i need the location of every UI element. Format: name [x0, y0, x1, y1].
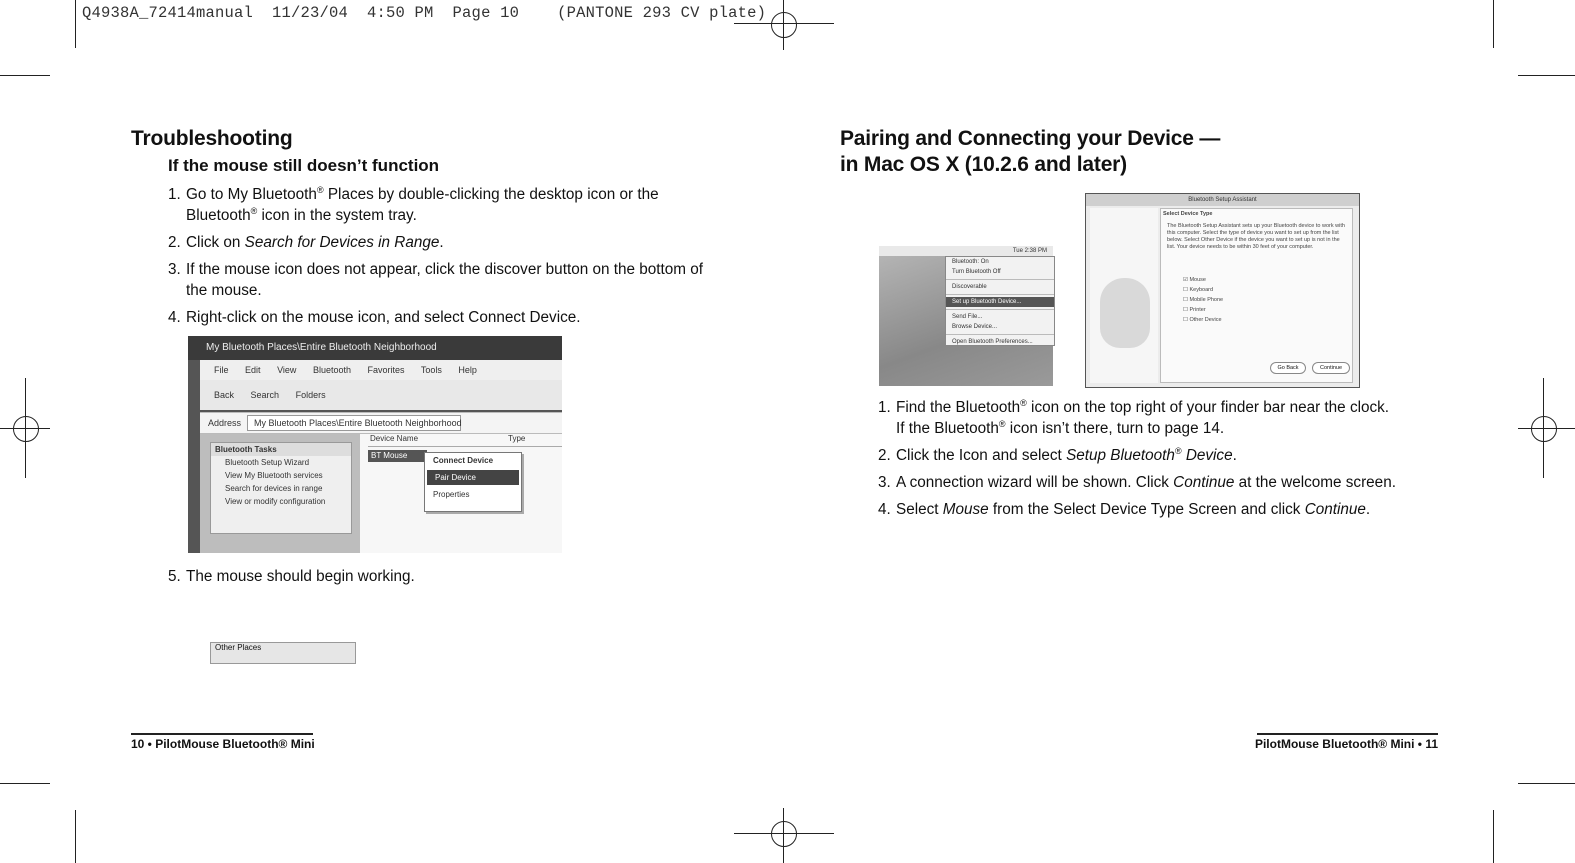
task-item: View My Bluetooth services — [225, 471, 323, 480]
pair-device-item: Pair Device — [427, 470, 519, 485]
step-emphasis: Device — [1181, 447, 1233, 464]
step-text: Right-click on the mouse icon, and select Connect Device. — [186, 309, 581, 326]
bt-discoverable-item: Discoverable — [952, 284, 987, 290]
crop-mark — [0, 783, 50, 784]
mac-menu-bar — [879, 246, 1053, 256]
bt-preferences-item: Open Bluetooth Preferences... — [952, 339, 1033, 345]
menu-file: File — [214, 365, 229, 375]
step-text: Click the Icon and select — [896, 447, 1067, 464]
step-emphasis: Setup Bluetooth — [1066, 447, 1175, 464]
troubleshooting-subheading: If the mouse still doesn’t function — [168, 156, 440, 175]
right-footer-text: PilotMouse Bluetooth® Mini • 11 — [1254, 737, 1438, 751]
step-emphasis: Mouse — [942, 501, 989, 518]
bt-turn-off-item: Turn Bluetooth Off — [952, 269, 1001, 275]
menu-edit: Edit — [245, 365, 261, 375]
other-places-box: Other Places — [210, 642, 356, 664]
bluetooth-dropdown — [945, 256, 1055, 346]
step-text: Go to My Bluetooth — [186, 186, 317, 203]
crop-mark — [1518, 783, 1575, 784]
step-text: . — [1232, 447, 1237, 464]
option-printer: Printer — [1189, 307, 1206, 313]
printer-slug: Q4938A_72414manual 11/23/04 4:50 PM Page 10 (PANTONE 293 CV plate) — [82, 4, 767, 22]
step-number: 4. — [168, 309, 181, 326]
step-text: Bluetooth — [186, 207, 251, 224]
step-text: icon isn’t there, turn to page 14. — [1005, 420, 1225, 437]
registered-mark: ® — [316, 184, 324, 195]
assistant-sidebar — [1090, 208, 1158, 383]
mac-bluetooth-menu-screenshot — [879, 246, 1053, 386]
step-text: The mouse should begin working. — [186, 568, 415, 585]
step-number: 2. — [168, 234, 181, 251]
bt-mouse-device: BT Mouse — [368, 450, 427, 462]
registration-mark-top — [734, 0, 834, 50]
step-number: 2. — [878, 447, 891, 464]
registered-mark: ® — [1020, 397, 1027, 408]
device-list-pane — [360, 434, 562, 553]
back-button: Back — [214, 390, 235, 400]
step-text: A connection wizard will be shown. Click — [896, 474, 1174, 491]
select-device-type-heading: Select Device Type — [1163, 211, 1213, 217]
step-text: . — [439, 234, 444, 251]
mac-clock: Tue 2:38 PM — [1012, 248, 1047, 254]
crop-mark — [1518, 75, 1575, 76]
bt-setup-device-item: Set up Bluetooth Device... — [946, 297, 1054, 307]
crop-mark — [1493, 810, 1494, 863]
address-bar — [200, 412, 562, 434]
step-text: If the mouse icon does not appear, click the discover button on the bottom of — [186, 261, 704, 278]
option-other-device: Other Device — [1189, 317, 1222, 323]
step-number: 1. — [168, 186, 181, 203]
connect-device-item: Connect Device — [433, 456, 494, 465]
left-footer-text: 10 • PilotMouse Bluetooth® Mini — [131, 737, 315, 751]
registered-mark: ® — [1174, 445, 1182, 456]
option-mobile-phone: Mobile Phone — [1189, 297, 1224, 303]
option-keyboard: Keyboard — [1189, 287, 1214, 293]
bt-browse-device-item: Browse Device... — [952, 324, 998, 330]
step-number: 3. — [878, 474, 891, 491]
step-emphasis: Continue — [1304, 501, 1366, 518]
registration-mark-bottom — [734, 808, 834, 863]
step-text: Find the Bluetooth — [896, 399, 1021, 416]
menu-tools: Tools — [420, 365, 442, 375]
registration-mark-right — [1518, 378, 1575, 478]
task-item: Search for devices in range — [225, 484, 323, 493]
address-field: My Bluetooth Places\Entire Bluetooth Neighborhood — [247, 415, 461, 431]
bt-status-item: Bluetooth: On — [952, 259, 989, 265]
step-text: the mouse. — [186, 282, 262, 299]
pairing-heading-line1: Pairing and Connecting your Device — — [840, 127, 1221, 150]
menu-bluetooth: Bluetooth — [312, 365, 351, 375]
context-menu — [424, 452, 522, 512]
troubleshooting-heading: Troubleshooting — [131, 127, 293, 150]
step-text: Click on — [186, 234, 245, 251]
folders-button: Folders — [295, 390, 326, 400]
continue-button: Continue — [1312, 362, 1350, 374]
window-title: My Bluetooth Places\Entire Bluetooth Neighborhood — [188, 336, 562, 360]
step-number: 5. — [168, 568, 181, 585]
menu-favorites: Favorites — [367, 365, 405, 375]
option-mouse: Mouse — [1189, 277, 1206, 283]
properties-item: Properties — [433, 490, 470, 499]
bluetooth-logo-icon — [1100, 278, 1150, 348]
registration-mark-left — [0, 378, 50, 478]
pairing-heading-line2: in Mac OS X (10.2.6 and later) — [840, 153, 1127, 176]
toolbar — [200, 380, 562, 410]
menu-bar — [200, 360, 562, 380]
step-text: Select — [896, 501, 943, 518]
column-header — [368, 434, 562, 447]
pairing-heading — [840, 126, 1220, 178]
step-emphasis: Continue — [1173, 474, 1235, 491]
step-emphasis: Search for Devices in Range — [244, 234, 440, 251]
device-type-options: ☑ Mouse ☐ Keyboard ☐ Mobile Phone ☐ Printer ☐ Other Device — [1183, 277, 1224, 323]
step-text: Places by double-clicking the desktop icon or the — [323, 186, 659, 203]
column-device-name: Device Name — [370, 434, 419, 443]
bt-send-file-item: Send File... — [952, 314, 983, 320]
step-number: 1. — [878, 399, 891, 416]
step-text: icon on the top right of your finder bar near the clock. — [1026, 399, 1390, 416]
bluetooth-tasks-box — [210, 442, 352, 534]
column-type: Type — [508, 434, 526, 443]
step-text: If the Bluetooth — [896, 420, 999, 437]
crop-mark — [1493, 0, 1494, 48]
crop-mark — [0, 75, 50, 76]
step-text: from the Select Device Type Screen and click — [988, 501, 1305, 518]
step-text: at the welcome screen. — [1234, 474, 1396, 491]
crop-mark — [75, 810, 76, 863]
go-back-button: Go Back — [1270, 362, 1306, 374]
assistant-content — [1160, 208, 1353, 383]
search-button: Search — [250, 390, 280, 400]
registered-mark: ® — [998, 418, 1006, 429]
step-text: icon in the system tray. — [257, 207, 417, 224]
task-item: View or modify configuration — [225, 497, 326, 506]
menu-view: View — [277, 365, 297, 375]
task-item: Bluetooth Setup Wizard — [225, 458, 310, 467]
crop-mark — [75, 0, 76, 48]
step-number: 4. — [878, 501, 891, 518]
mac-setup-assistant-screenshot — [1085, 193, 1360, 388]
assistant-description: The Bluetooth Setup Assistant sets up your Bluetooth device to work with this computer. Select the type of device you want to set up from the list below. Select Other Device if the device you want to set up is not in the list. Your device needs to be within 30 feet of your computer. — [1167, 223, 1345, 250]
assistant-title: Bluetooth Setup Assistant — [1086, 194, 1359, 206]
registered-mark: ® — [250, 205, 258, 216]
address-label: Address — [208, 418, 242, 428]
menu-help: Help — [458, 365, 477, 375]
step-number: 3. — [168, 261, 181, 278]
tasks-header: Bluetooth Tasks — [211, 443, 351, 456]
step-text: . — [1365, 501, 1371, 518]
